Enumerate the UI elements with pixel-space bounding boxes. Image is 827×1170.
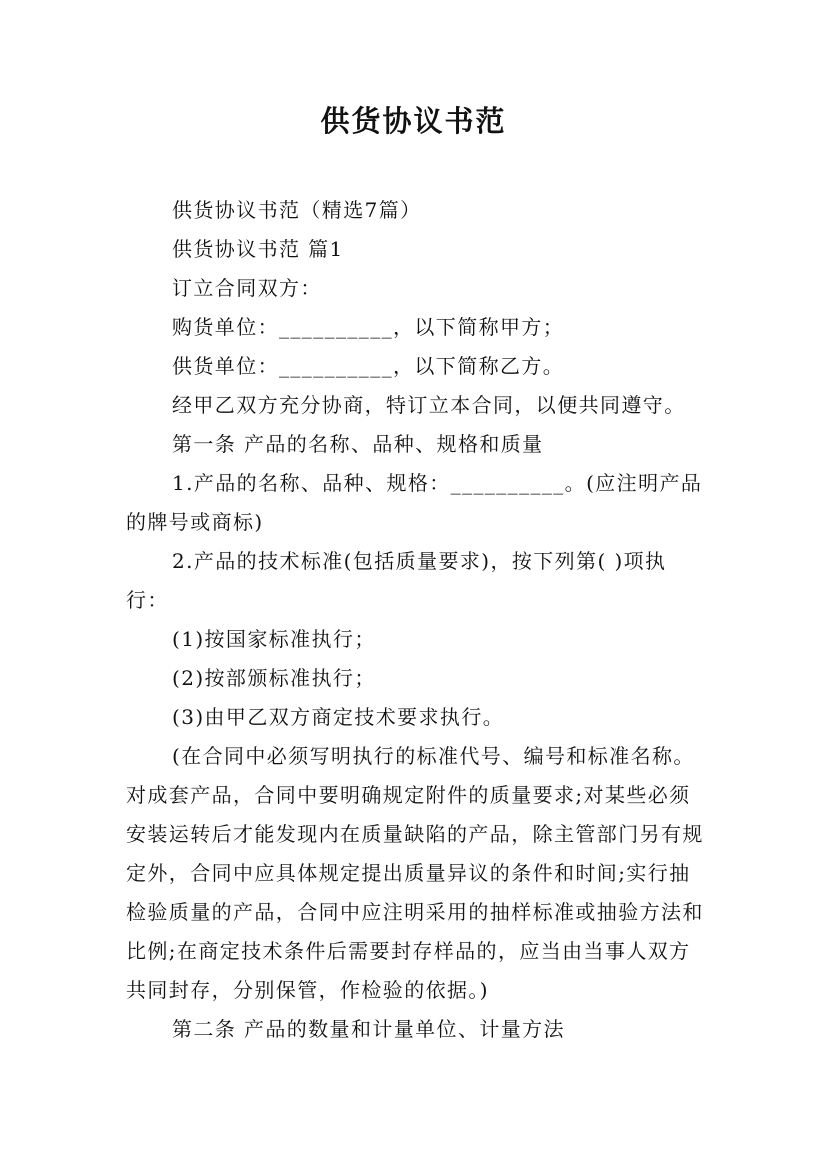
option-3-negotiated: (3)由甲乙双方商定技术要求执行。 [172, 705, 505, 729]
paragraph-buyer: 购货单位：__________，以下简称甲方； [172, 315, 565, 339]
option-1-national-standard: (1)按国家标准执行； [172, 627, 376, 651]
document-body [126, 191, 706, 1049]
paragraph-parties-heading: 订立合同双方： [172, 276, 322, 300]
clause-1-product-name: 1.产品的名称、品种、规格：__________。(应注明产品的牌号或商标) [126, 471, 703, 534]
paragraph-subtitle: 供货协议书范（精选7篇） [172, 198, 422, 222]
paragraph-part-heading: 供货协议书范 篇1 [172, 237, 344, 261]
paragraph-supplier: 供货单位：__________，以下简称乙方。 [172, 354, 565, 378]
article-two-heading: 第二条 产品的数量和计量单位、计量方法 [172, 1017, 565, 1041]
article-one-heading: 第一条 产品的名称、品种、规格和质量 [172, 432, 544, 456]
paragraph-agreement: 经甲乙双方充分协商，特订立本合同，以便共同遵守。 [172, 393, 686, 417]
document-title: 供货协议书范 [320, 104, 507, 138]
option-2-ministry-standard: (2)按部颁标准执行； [172, 666, 376, 690]
clause-2-technical-standard: 2.产品的技术标准(包括质量要求)，按下列第( )项执行： [126, 549, 667, 612]
paragraph-standards-note: (在合同中必须写明执行的标准代号、编号和标准名称。对成套产品，合同中要明确规定附件的质量要求;对某些必须安装运转后才能发现内在质量缺陷的产品，除主管部门另有规定外，合同中应具体规定提出质量异议的条件和时间;实行抽 检验质量的产品，合同中应注明采用的抽样标准或抽验方法和比例;在商定技术条件后需要封存样品的，应当由当事人双方共同封存，分别保管，作检验的依据。) [126, 744, 704, 1002]
